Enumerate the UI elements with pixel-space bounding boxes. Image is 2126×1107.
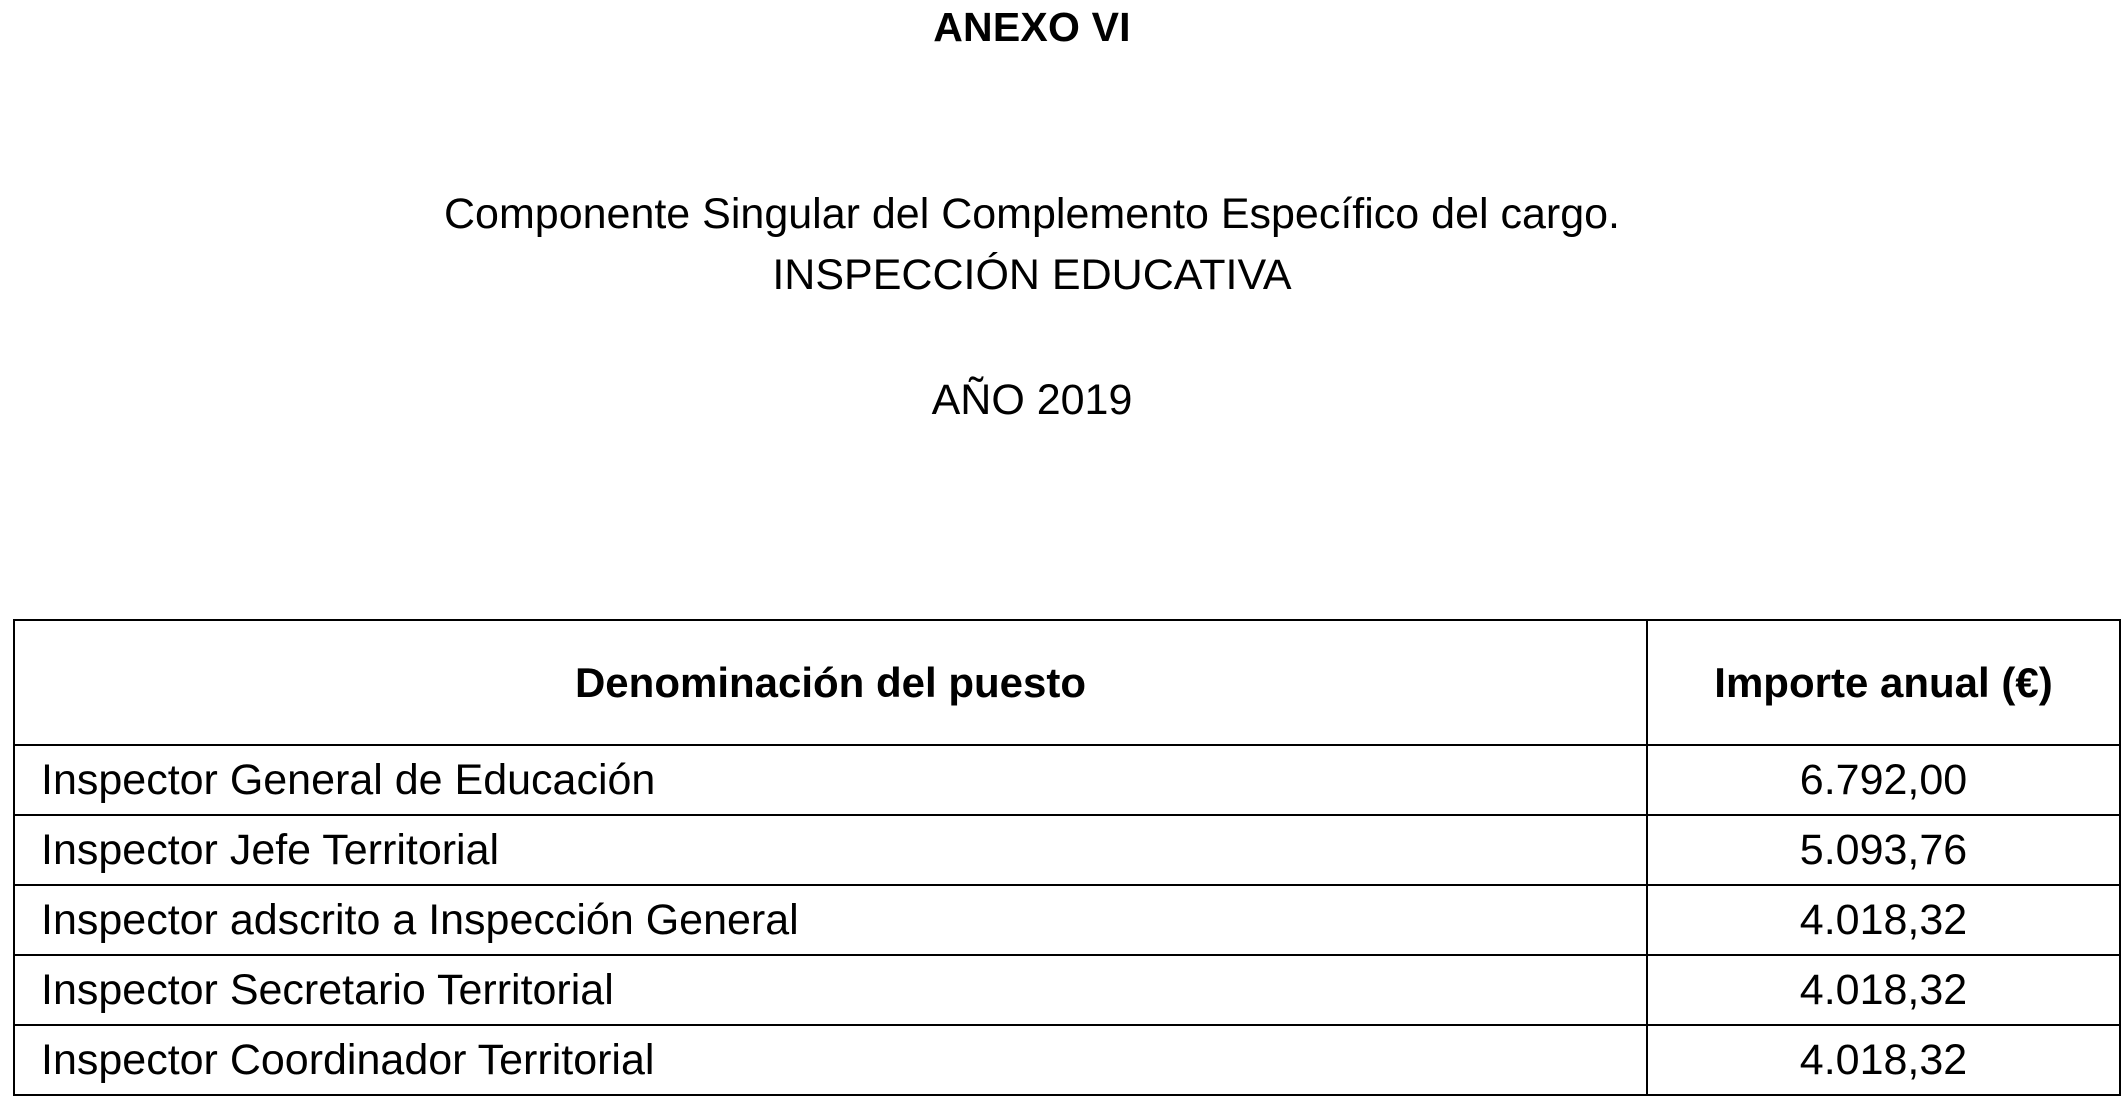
position-name: Inspector Coordinador Territorial <box>14 1025 1647 1095</box>
position-name: Inspector adscrito a Inspección General <box>14 885 1647 955</box>
column-header-position: Denominación del puesto <box>14 620 1647 745</box>
annual-amount: 4.018,32 <box>1647 1025 2120 1095</box>
annual-amount: 6.792,00 <box>1647 745 2120 815</box>
table-row <box>14 815 2120 885</box>
position-name: Inspector General de Educación <box>14 745 1647 815</box>
position-name: Inspector Secretario Territorial <box>14 955 1647 1025</box>
annex-title: ANEXO VI <box>933 4 1131 50</box>
column-header-amount: Importe anual (€) <box>1647 620 2120 745</box>
table-row <box>14 1025 2120 1095</box>
table-row <box>14 885 2120 955</box>
subtitle-line-2: INSPECCIÓN EDUCATIVA <box>772 251 1292 299</box>
subtitle-line-1: Componente Singular del Complemento Específico del cargo. <box>444 190 1620 238</box>
year-line: AÑO 2019 <box>931 376 1133 424</box>
table-header-row <box>14 620 2120 745</box>
table-row <box>14 955 2120 1025</box>
table-row <box>14 745 2120 815</box>
salary-table <box>13 619 2121 1096</box>
annual-amount: 5.093,76 <box>1647 815 2120 885</box>
annual-amount: 4.018,32 <box>1647 955 2120 1025</box>
annual-amount: 4.018,32 <box>1647 885 2120 955</box>
position-name: Inspector Jefe Territorial <box>14 815 1647 885</box>
